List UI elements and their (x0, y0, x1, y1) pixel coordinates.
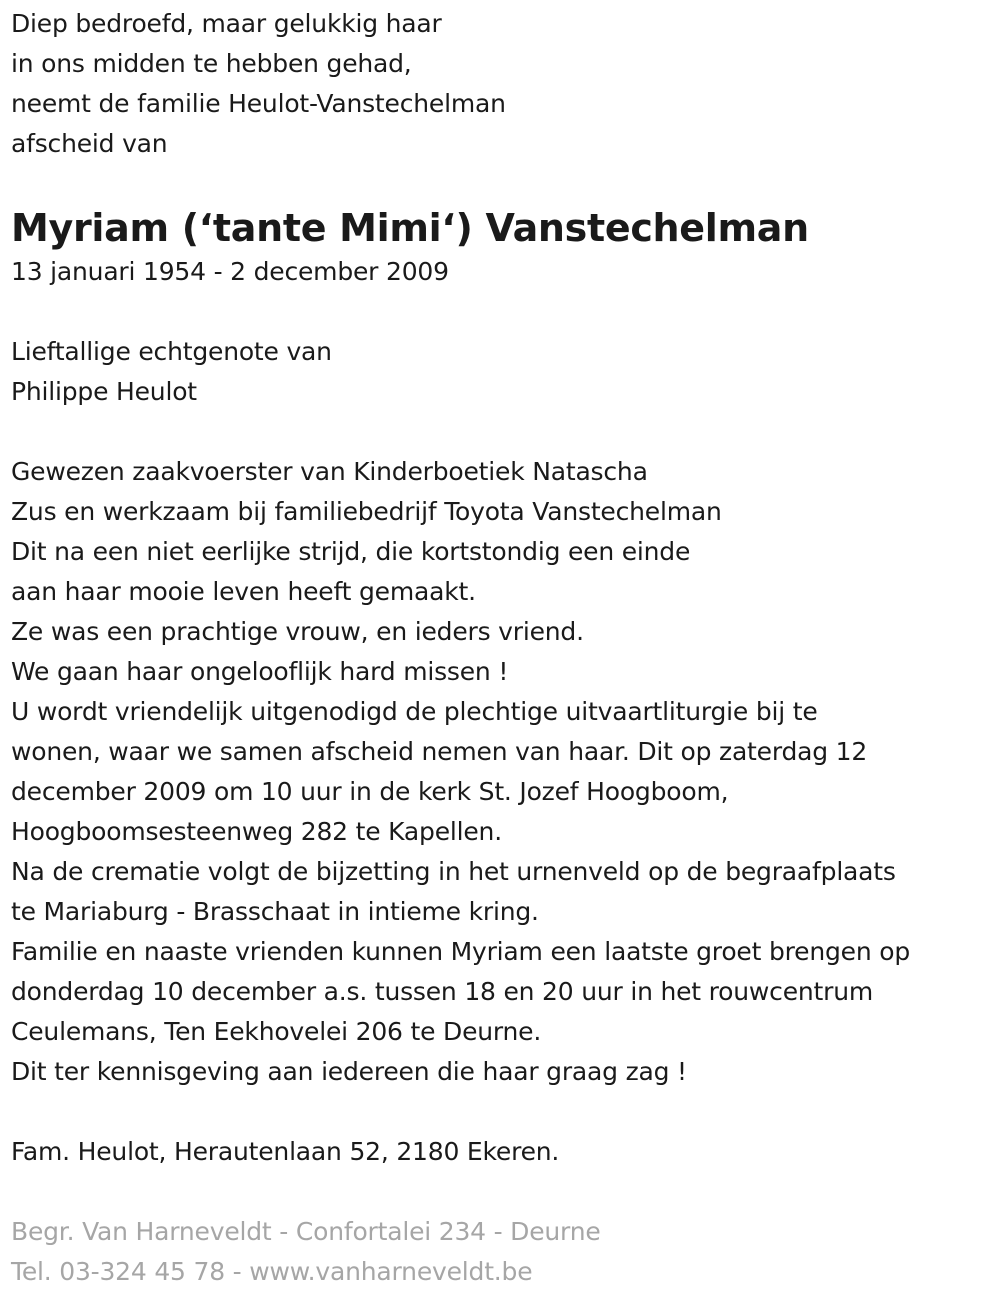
spacer (11, 292, 996, 332)
body-line: wonen, waar we samen afscheid nemen van haar. Dit op zaterdag 12 (11, 737, 868, 766)
spacer (11, 1092, 996, 1132)
body-line: We gaan haar ongelooflijk hard missen ! (11, 657, 509, 686)
body-line: Ze was een prachtige vrouw, en ieders vriend. (11, 617, 584, 646)
body-line: december 2009 om 10 uur in de kerk St. Jozef Hoogboom, (11, 777, 729, 806)
body-line: aan haar mooie leven heeft gemaakt. (11, 577, 476, 606)
family-address: Fam. Heulot, Herautenlaan 52, 2180 Ekeren. (11, 1137, 560, 1166)
intro-line: Diep bedroefd, maar gelukkig haar (11, 9, 442, 38)
body-line: te Mariaburg - Brasschaat in intieme kring. (11, 897, 539, 926)
body-text (11, 452, 996, 1092)
intro-line: neemt de familie Heulot-Vanstechelman (11, 89, 506, 118)
death-notice (11, 4, 996, 1292)
spouse-text (11, 332, 996, 412)
funeral-home-contact: Tel. 03-324 45 78 - www.vanharneveldt.be (11, 1257, 533, 1286)
intro-line: afscheid van (11, 129, 168, 158)
deceased-name: Myriam (‘tante Mimi‘) Vanstechelman (11, 206, 809, 250)
body-line: Ceulemans, Ten Eekhovelei 206 te Deurne. (11, 1017, 542, 1046)
spouse-line: Lieftallige echtgenote van (11, 337, 332, 366)
life-dates: 13 januari 1954 - 2 december 2009 (11, 257, 449, 286)
body-line: Dit na een niet eerlijke strijd, die kortstondig een einde (11, 537, 691, 566)
spacer (11, 1172, 996, 1212)
spouse-line: Philippe Heulot (11, 377, 197, 406)
body-line: Hoogboomsesteenweg 282 te Kapellen. (11, 817, 502, 846)
body-line: Na de crematie volgt de bijzetting in het urnenveld op de begraafplaats (11, 857, 896, 886)
intro-text (11, 4, 996, 164)
body-line: Zus en werkzaam bij familiebedrijf Toyota Vanstechelman (11, 497, 722, 526)
intro-line: in ons midden te hebben gehad, (11, 49, 412, 78)
spacer (11, 164, 996, 204)
body-line: U wordt vriendelijk uitgenodigd de plechtige uitvaartliturgie bij te (11, 697, 818, 726)
body-line: donderdag 10 december a.s. tussen 18 en 20 uur in het rouwcentrum (11, 977, 874, 1006)
body-line: Familie en naaste vrienden kunnen Myriam een laatste groet brengen op (11, 937, 910, 966)
body-line: Gewezen zaakvoerster van Kinderboetiek Natascha (11, 457, 648, 486)
spacer (11, 412, 996, 452)
body-line: Dit ter kennisgeving aan iedereen die haar graag zag ! (11, 1057, 687, 1086)
funeral-home-address: Begr. Van Harneveldt - Confortalei 234 - Deurne (11, 1217, 601, 1246)
funeral-home-info (11, 1212, 996, 1292)
